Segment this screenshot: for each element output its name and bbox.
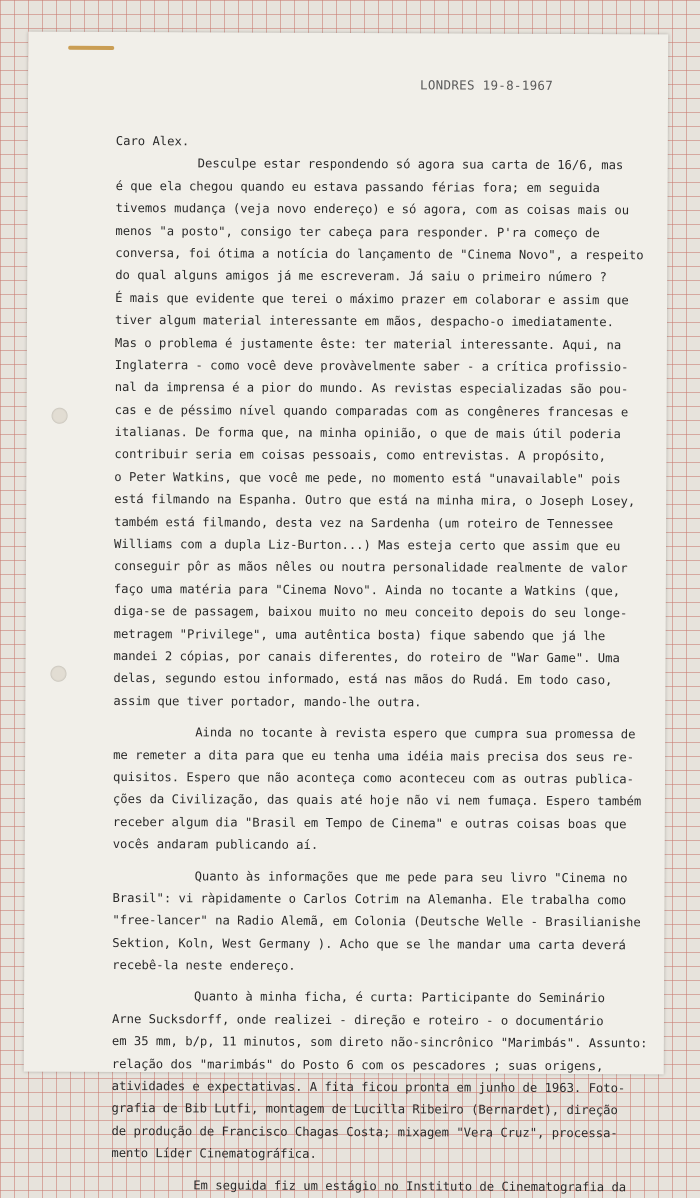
text-line: atividades e expectativas. A fita ficou pronta em junho de 1963. Foto- [111,1078,626,1096]
paragraph [111,1174,641,1198]
text-line: Desculpe estar respondendo só agora sua carta de 16/6, mas [197,156,624,173]
text-line: conversa, foi ótima a notícia do lançamento de "Cinema Novo", a respeito [115,245,644,263]
text-line: italianas. De forma que, na minha opinião, o que de mais útil poderia [114,425,621,442]
text-line: mandei 2 cópias, por canais diferentes, do roteiro de "War Game". Uma [113,648,620,666]
text-line: está filmando na Espanha. Outro que está na minha mira, o Joseph Losey, [114,492,636,509]
text-line: ções da Civilização, das quais até hoje não vi nem fumaça. Espero também [112,792,642,809]
text-line: recebê-la neste endereço. [112,958,296,973]
text-line: Quanto às informações que me pede para seu livro "Cinema no [194,868,628,885]
paragraph [111,985,648,1166]
text-line: receber algum dia "Brasil em Tempo de Cinema" e outras coisas boas que [112,814,627,831]
punch-hole-upper [52,408,68,424]
text-line: Mas o problema é justamente êste: ter material interessante. Aqui, na [114,335,622,352]
text-line: é que ela chegou quando eu estava passando férias fora; em seguida [115,178,600,195]
text-line: do qual alguns amigos já me escreveram. Já saiu o primeiro número ? [115,268,607,285]
text-line: menos "a posto", consigo ter cabeça para responder. P'ra começo de [115,223,600,240]
text-line: quisitos. Espero que não aconteça como aconteceu com as outras publica- [112,769,635,787]
text-line: nal da imprensa é a pior do mundo. As revistas especializadas são pou- [114,380,629,397]
text-line: Sektion, Koln, West Germany ). Acho que se lhe mandar uma carta deverá [112,935,626,952]
letter-date: LONDRES 19-8-1967 [420,77,554,93]
text-line: Ainda no tocante à revista espero que cumpra sua promessa de [195,725,636,742]
paragraph [113,721,644,858]
text-line: vocês andaram publicando aí. [112,837,319,852]
text-line: também está filmando, desta vez na Sardenha (um roteiro de Tennessee [114,514,614,531]
text-line: É mais que evidente que terei o máximo prazer em colaborar e assim que [115,290,629,307]
text-line: cas e de péssimo nível quando comparadas com as congêneres francesas e [114,402,629,419]
text-line: mento Líder Cinematográfica. [111,1146,317,1162]
text-line: grafia de Bib Lutfi, montagem de Lucilla Ribeiro (Bernardet), direção [111,1101,618,1118]
text-line: faço uma matéria para "Cinema Novo". Ainda no tocante a Watkins (que, [113,581,621,599]
text-line: o Peter Watkins, que você me pede, no momento está "unavailable" pois [114,469,621,487]
text-line: conseguir pôr as mãos nêles ou noutra personalidade realmente de valor [113,559,628,576]
paper-clip-mark [68,46,114,50]
text-line: de produção de Francisco Chagas Costa; mixagem "Vera Cruz", processa- [111,1123,618,1140]
text-line: assim que tiver portador, mando-lhe outra. [113,693,422,710]
letter-sheet [24,32,669,1194]
text-line: em 35 mm, b/p, 11 minutos, som direto não-sincrônico "Marimbás". Assunto: [111,1034,648,1051]
text-line: relação dos "marimbás" do Posto 6 com os pescadores ; suas origens, [111,1056,604,1073]
text-line: Brasil": vi ràpidamente o Carlos Cotrim na Alemanha. Ele trabalha como [112,890,627,908]
paragraph [113,152,645,714]
text-line: diga-se de passagem, baixou muito no meu conceito depois do seu longe- [113,604,628,621]
greeting: Caro Alex. [115,133,190,149]
text-line: tivemos mudança (veja novo endereço) e só agora, com as coisas mais ou [115,201,630,218]
text-line: metragem "Privilege", uma autêntica bosta) fique sabendo que já lhe [113,626,606,643]
text-line: "free-lancer" na Radio Alemã, em Colonia (Deutsche Welle - Brasilianishe [112,913,641,930]
letter-body [111,130,646,1198]
punch-hole-lower [50,666,66,682]
text-line: Em seguida fiz um estágio no Instituto de Cinematografia da [193,1177,627,1194]
text-line: contribuir seria em coisas pessoais, como entrevistas. A propósito, [114,447,607,464]
paragraph [112,864,642,978]
text-line: Arne Sucksdorff, onde realizei - direção e roteiro - o documentário [111,1011,604,1028]
text-line: Williams com a dupla Liz-Burton...) Mas esteja certo que assim que eu [114,537,621,554]
text-line: tiver algum material interessante em mãos, despacho-o imediatamente. [114,313,614,330]
text-line: Inglaterra - como você deve provàvelmente saber - a crítica profissio- [114,357,629,375]
text-line: delas, segundo estou informado, está nas mãos do Rudá. Em todo caso, [113,671,613,688]
text-line: me remeter a dita para que eu tenha uma idéia mais precisa dos seus re- [113,747,635,764]
text-line: Quanto à minha ficha, é curta: Participante do Seminário [194,989,605,1006]
